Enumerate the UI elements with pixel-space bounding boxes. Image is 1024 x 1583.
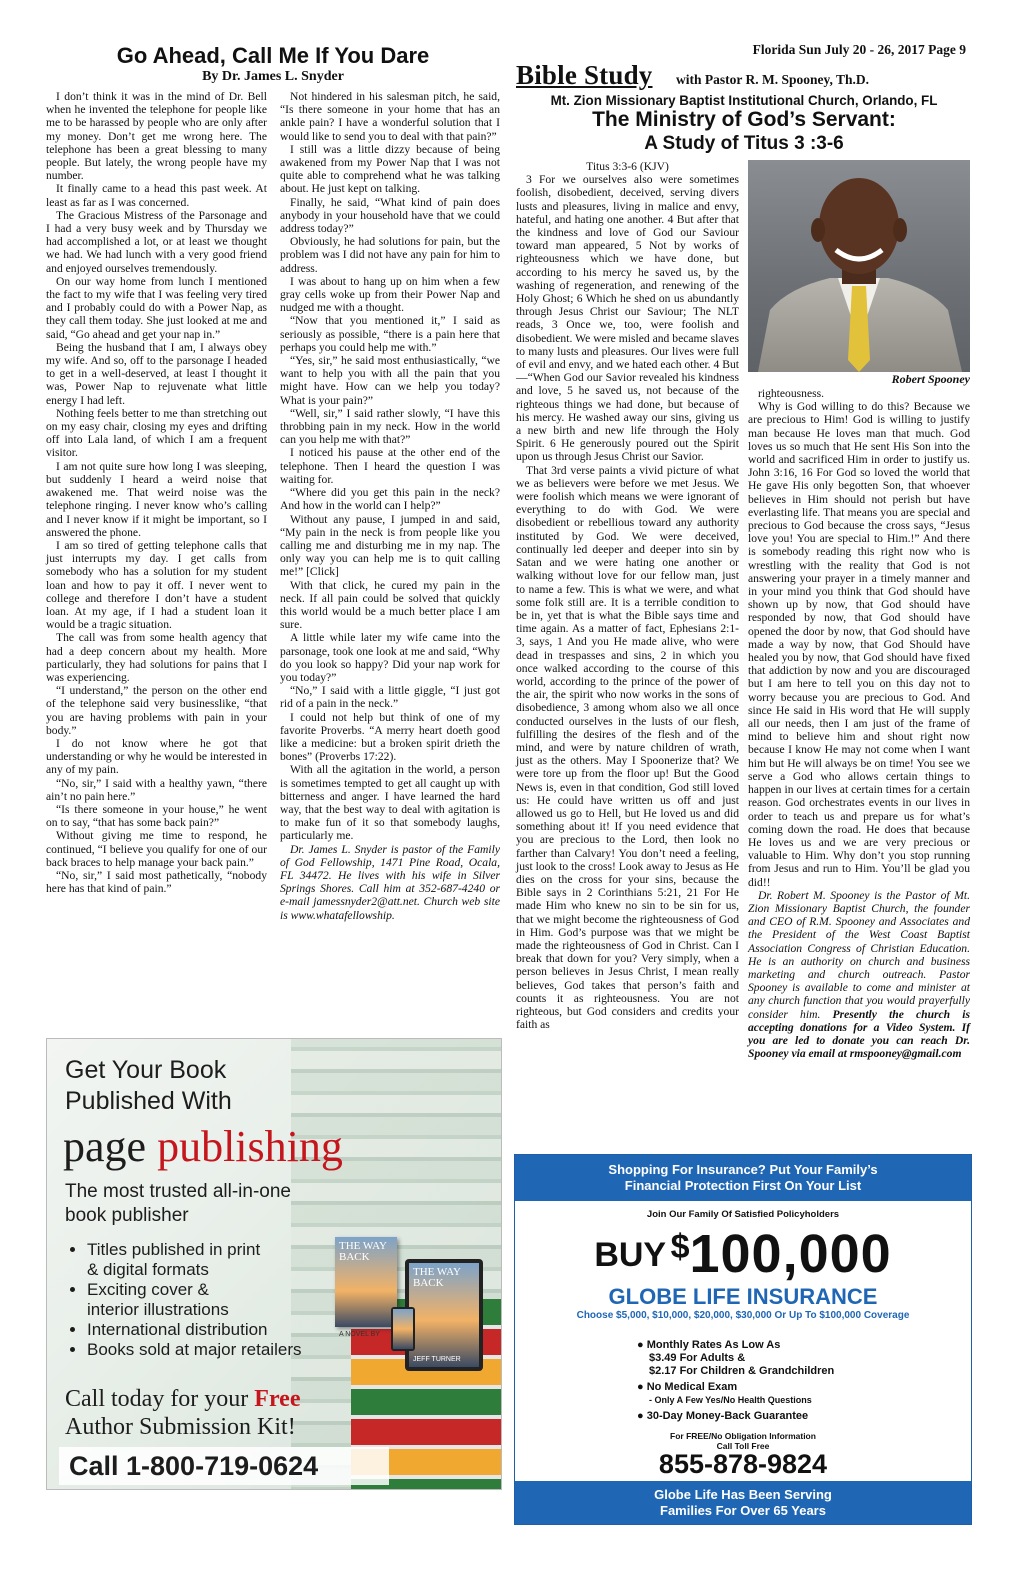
article-paragraph: “Is there someone in your house,” he went on to say, “that has some back pain?”: [46, 802, 267, 830]
ad-buy-headline: [515, 1223, 971, 1285]
ad-feature-item: • Books sold at major retailers: [87, 1340, 301, 1360]
ad-tagline-1: The most trusted all-in-one: [65, 1181, 291, 1202]
ad-brand-name: GLOBE LIFE INSURANCE: [608, 1284, 878, 1309]
ad-feature-list: [67, 1240, 301, 1360]
book-cover-print: [335, 1237, 397, 1327]
pastor-bio-text: Dr. Robert M. Spooney is the Pastor of Mt. Zion Missionary Baptist Church, the founder and CEO of R.M. Spooney and Associates and the President of the West Coast Baptist Association Congress of Christian Education. He is an authority on church and business marketing and church outreach. Pastor Spooney is available to come and minister at any church function that you would prayerfully consider him.: [748, 888, 970, 1021]
ad-phone-number[interactable]: 855-878-9824: [658, 1449, 828, 1479]
article-paragraph: I am not quite sure how long I was sleeping, but suddenly I heard a weird noise that awakened me. That weird noise was the telephone ringing. I never know who’s calling and I never know if it might be important, so I answered the phone.: [46, 459, 267, 539]
ad-benefit-guarantee: ● 30-Day Money-Back Guarantee: [637, 1410, 809, 1422]
article-paragraph: I do not know where he got that understanding or why he would be interested in any of my pain.: [46, 736, 267, 777]
ad-info-line-2: Call Toll Free: [716, 1441, 770, 1451]
ad-benefit-text: No Medical Exam: [646, 1381, 738, 1393]
phone-mockup: [391, 1307, 415, 1351]
ad-bottom-line-1: Globe Life Has Been Serving: [654, 1487, 832, 1502]
bible-study-title: Bible Study: [516, 60, 653, 90]
scripture-reference: Titus 3:3-6 (KJV): [586, 160, 669, 173]
bible-study-column-1: [516, 160, 739, 1148]
article-paragraph: Nothing feels better to me than stretching out on my easy chair, closing my eyes and drifting off into Lala land, of which I am a frequent visitor.: [46, 406, 267, 460]
ad-coverage-options: Choose $5,000, $10,000, $20,000, $30,000 Or Up To $100,000 Coverage: [576, 1310, 910, 1321]
ad-benefit-list: [637, 1339, 834, 1423]
bible-study-subheading: A Study of Titus 3 :3-6: [644, 133, 844, 154]
article-paragraph: The call was from some health agency that had a deep concern about my health. More particularly, they had solutions for pains that I was experiencing.: [46, 631, 267, 684]
pastor-bio-donation: Presently the church is accepting donations for a Video System. If you are led to donate you can reach Dr. Spooney via email at rmspooney@gmail.com: [748, 1007, 970, 1061]
ad-dollar-sign: $: [670, 1228, 690, 1266]
article-paragraph: Why is God willing to do this? Because we are precious to Him! God is willing to justify man because He loves man that much. God loves us so much that He sent His Son into the world and sacrificed Him in order to justify us. John 3:16, 16 For God so loved the world that He gave His only begotten Son, that whoever believes in Him should not perish but have everlasting life. That means you are special and precious to God because the cross says, “Jesus love you! You are special to Him.!” And there is somebody reading this right now who is wrestling with the reality that God is not answering your prayer in a timely manner and in your mind you think that God should have shown up by now, that God should have responded by now, that God should have opened the door by now, that God should have made a way by now, that God Should have healed you by now, that God should have fixed that addiction by now and you are discouraged but I am here to tell you on this day not to worry because you are precious to God. And since He said in His word that He will supply all our needs, then I am just of the frame of mind to believe him and shout right now because I know He may not come when I want him but He will always be on time! You see we serve a God who allows certain things to happen in our lives at certain times for a certain reason. God orchestrates events in our lives in order to teach us and prepare us for what’s coming down the road. He does that because He loves us and we are very precious or valuable to Him. Why don’t you stop running from Jesus and run to Him. You’ll be glad you did!!: [748, 400, 970, 889]
article-paragraph: righteousness.: [758, 387, 825, 400]
article-paragraph: Without any pause, I jumped in and said, “My pain in the neck is from people like you calling me and disturbing me in my nap. The only way you can help me is to quit calling me!” [Click]: [280, 512, 500, 579]
page-publishing-logo: [63, 1121, 343, 1172]
article-paragraph: “Well, sir,” I said rather slowly, “I have this throbbing pain in my neck. How in the world can you help me with that?”: [280, 406, 500, 447]
article-paragraph: With all the agitation in the world, a person is sometimes tempted to get all caught up with bitterness and anger. I have learned the hard way, that the best way to deal with agitation is to make fun of it so that somebody laughs, particularly me.: [280, 763, 500, 843]
article-paragraph: “No, sir,” I said with a healthy yawn, “there ain’t no pain here.”: [46, 776, 267, 803]
ad-top-line-1: Shopping For Insurance? Put Your Family’s: [608, 1162, 878, 1177]
globe-life-ad[interactable]: [514, 1154, 972, 1525]
ad-benefit-rates: ● Monthly Rates As Low As $3.49 For Adults & $2.17 For Children & Grandchildren: [637, 1339, 835, 1377]
bible-study-column-2: [748, 387, 970, 1147]
tablet-book-title: THE WAY BACK: [413, 1266, 461, 1289]
ad-feature-item: • International distribution: [87, 1320, 301, 1340]
article-paragraph: I was about to hang up on him when a few gray cells woke up from their Power Nap and nudged me with a thought.: [280, 274, 500, 315]
book-title: THE WAY BACK: [339, 1240, 387, 1263]
ad-join-text: Join Our Family Of Satisfied Policyholders: [646, 1209, 840, 1220]
article-paragraph: “Where did you get this pain in the neck? And how in the world can I help?”: [280, 486, 500, 513]
bible-study-heading: The Ministry of God’s Servant:: [592, 108, 896, 131]
article-paragraph: With that click, he cured my pain in the neck. If all pain could be solved that quickly this world would be a much better place I am sure.: [280, 578, 500, 632]
article-paragraph: “No, sir,” I said most pathetically, “nobody here has that kind of pain.”: [46, 868, 267, 896]
logo-word-page: page: [63, 1122, 147, 1171]
ad-bottom-line-2: Families For Over 65 Years: [660, 1503, 826, 1518]
tablet-mockup: [405, 1259, 483, 1371]
ad-info-line-1: For FREE/No Obligation Information: [670, 1431, 816, 1441]
pastor-portrait-illustration: [748, 160, 970, 372]
article-paragraph: That 3rd verse paints a vivid picture of what we as believers were before we met Jesus. We were foolish which means we were ignorant of everything to do with God. We were disobedient or rebellious toward any authority instituted by God. We were deceived, continually led deeper and deeper into sin by Satan and we were hating one another or walking without love for our fellow man, just to name a few. This is what we were, and what some folk still are. It is a terrible condition to be in, yet that is what the Bible says time and time again. As a matter of fact, Ephesians 2:1-3, says, 1 And you He made alive, who were dead in trespasses and sins, 2 in which you once walked according to the course of this world, according to the prince of the power of the air, the spirit who now works in the sons of disobedience, 3 among whom also we all once conducted ourselves in the lusts of our flesh, fulfilling the desires of the flesh and of the mind, and were by nature children of wrath, just as the others. May I Spoonerize that? We were tore up from the floor up! But the Good News is, even in that condition, God still loved us: He could have written us off and just allowed us go to Hell, but He loved us and did something about it! If you need evidence that you are precious to the Lord, then look no farther than Calvary! You don’t need a feeling, just look to the cross! Look away to Jesus as He dies on the cross for your sins, because the Bible says in 2 Corinthians 5:21, 21 For He made Him who knew no sin to be sin for us, that we might become the righteousness of God in Him. God’s purpose was that we might be made the righteousness of God in Christ. Can I break that down for you? Very simply, when a person believes in Jesus Christ, I mean really believes, God takes that person’s faith and counts it as righteousness. You are not righteous, but God considers and credits your faith as: [516, 463, 739, 1032]
article-paragraph: The Gracious Mistress of the Parsonage and I had a very busy week and by Thursday we had accomplished a lot, or at least we thought we had. We had lunch with a very good friend and enjoyed ourselves tremendously.: [46, 208, 267, 275]
ad-amount: 100,000: [689, 1224, 892, 1284]
article-paragraph: 3 For we ourselves also were sometimes foolish, disobedient, deceived, serving divers lusts and pleasures, living in malice and envy, hateful, and hating one another. 4 But after that the kindness and love of God our Saviour toward man appeared, 5 Not by works of righteousness which we have done, but according to his mercy he saved us, by the washing of regeneration, and renewing of the Holy Ghost; 6 Which he shed on us abundantly through Jesus Christ our Saviour; The NLT reads, 3 Once we, too, were foolish and disobedient. We were misled and became slaves to many lusts and pleasures. Our lives were full of evil and envy, and we hated each other. 4 But—“When God our Savior revealed his kindness and love, 5 he saved us, not because of the righteous things we had done, but because of his mercy. He washed away our sins, giving us a new birth and new life through the Holy Spirit. 6 He generously poured out the Spirit upon us through Jesus Christ our Savior.: [516, 173, 739, 464]
article-paragraph: I still was a little dizzy because of being awakened from my Power Nap that I was not quite able to comprehend what he was talking about. He just kept on talking.: [280, 142, 500, 196]
ad-cta-free: Free: [254, 1386, 301, 1412]
ad-phone-number[interactable]: Call 1-800-719-0624: [69, 1451, 319, 1481]
ad-tagline-2: book publisher: [65, 1205, 189, 1226]
bible-study-pastor: with Pastor R. M. Spooney, Th.D.: [676, 72, 870, 87]
article-paragraph: “Yes, sir,” he said most enthusiastically, “we want to help you with all the pain that you might have. How can we help you today? What is your pain?”: [280, 354, 500, 407]
article-paragraph: Without giving me time to respond, he continued, “I believe you qualify for one of our back braces to help manage your back pain.”: [46, 829, 267, 869]
ad-cta-line-1: [65, 1386, 300, 1413]
ad-headline-2: Published With: [65, 1087, 232, 1115]
pastor-bio: [748, 889, 970, 1061]
ad-benefit-text: 30-Day Money-Back Guarantee: [646, 1410, 809, 1422]
ad-phone-banner[interactable]: [59, 1447, 389, 1485]
ad-bottom-banner: [515, 1481, 971, 1524]
article-column-1: [46, 90, 267, 1036]
article-paragraph: Not hindered in his salesman pitch, he said, “Is there someone in your home that has an ankle pain? I have a wonderful solution that I would like to send you to deal with that pain?”: [280, 90, 500, 143]
ad-feature-item: • Exciting cover & interior illustrations: [87, 1280, 301, 1320]
article-paragraph: “No,” I said with a little giggle, “I just got rid of a pain in the neck.”: [280, 684, 500, 711]
ad-top-line-2: Financial Protection First On Your List: [624, 1178, 862, 1193]
ad-benefit-text: Monthly Rates As Low As: [646, 1339, 781, 1351]
ad-top-banner: [515, 1155, 971, 1201]
article-byline: By Dr. James L. Snyder: [202, 69, 344, 84]
ad-cta-text: Call today for your: [65, 1386, 255, 1412]
article-paragraph: A little while later my wife came into the parsonage, took one look at me and said, “Why do you look so happy? Did your nap work for you today?”: [280, 631, 500, 684]
ad-feature-item: • Titles published in print & digital formats: [87, 1240, 301, 1280]
article-paragraph: I noticed his pause at the other end of the telephone. Then I heard the question I was waiting for.: [280, 446, 500, 486]
ad-benefit-subtext: - Only A Few Yes/No Health Questions: [649, 1395, 812, 1405]
article-paragraph: I am so tired of getting telephone calls that just interrupts my day. I get calls from somebody who has a solution for my student loan and how to pay it off. I never went to college and therefore I don’t have a student loan. At my age, if I had a student loan it would be a tragic situation.: [46, 538, 267, 632]
article-headline: Go Ahead, Call Me If You Dare: [116, 43, 430, 68]
article-paragraph: “Now that you mentioned it,” I said as seriously as possible, “there is a pain here that perhaps you could help me with.”: [280, 314, 500, 354]
ad-headline-1: Get Your Book: [65, 1056, 227, 1084]
ad-benefit-text: $3.49 For Adults &: [649, 1352, 746, 1364]
page-folio: Florida Sun July 20 - 26, 2017 Page 9: [752, 42, 966, 57]
ad-buy-word: BUY: [594, 1236, 667, 1274]
article-paragraph: On our way home from lunch I mentioned the fact to my wife that I was feeling very tired and I probably could do with a Power Nap, as they call them today. She just looked at me and said, “Go ahead and get your nap in.”: [46, 274, 267, 341]
article-paragraph: It finally came to a head this past week. At least as far as I was concerned.: [46, 182, 267, 209]
logo-word-publishing: publishing: [157, 1122, 343, 1171]
page-publishing-ad[interactable]: [46, 1038, 502, 1490]
pastor-photo: [748, 160, 970, 372]
article-paragraph: Finally, he said, “What kind of pain does anybody in your household have that we could address today?”: [280, 195, 500, 236]
article-column-2: [280, 90, 500, 1036]
tablet-book-author: JEFF TURNER: [413, 1356, 461, 1363]
article-paragraph: I could not help but think of one of my favorite Proverbs. “A merry heart doeth good like a medicine: but a broken spirit drieth the bones” (Proverbs 17:22).: [280, 710, 500, 764]
ad-benefit-text: $2.17 For Children & Grandchildren: [649, 1365, 835, 1377]
article-paragraph: “I understand,” the person on the other end of the telephone said very businesslike, “that you are having problems with pain in your body.”: [46, 684, 267, 737]
ad-cta-line-2: Author Submission Kit!: [65, 1414, 296, 1440]
article-paragraph: Being the husband that I am, I always obey my wife. And so, off to the parsonage I headed to get in a well-deserved, at least I thought it was, Power Nap to rejuvenate what little energy I had left.: [46, 340, 267, 407]
photo-caption: Robert Spooney: [891, 372, 970, 386]
article-paragraph: I don’t think it was in the mind of Dr. Bell when he invented the telephone for people like me to be harassed by people who are only after my money. Don’t get me wrong here. The telephone has been a great blessing to many people. But lately, the wrong people have my number.: [46, 90, 267, 183]
print-book-spine-author: A NOVEL BY: [339, 1331, 380, 1338]
ad-benefit-exam: ● No Medical Exam - Only A Few Yes/No Health Questions: [637, 1381, 834, 1407]
bible-study-church: Mt. Zion Missionary Baptist Institutional Church, Orlando, FL: [550, 93, 938, 108]
author-bio: Dr. James L. Snyder is pastor of the Family of God Fellowship, 1471 Pine Road, Ocala, FL 34472. He lives with his wife in Silver Springs Shores. Call him at 352-687-4240 or e-mail jamessnyder2@att.net. Church web site is www.whatafellowship.: [280, 842, 500, 922]
article-paragraph: Obviously, he had solutions for pain, but the problem was I did not have any pain for him to address.: [280, 235, 500, 275]
